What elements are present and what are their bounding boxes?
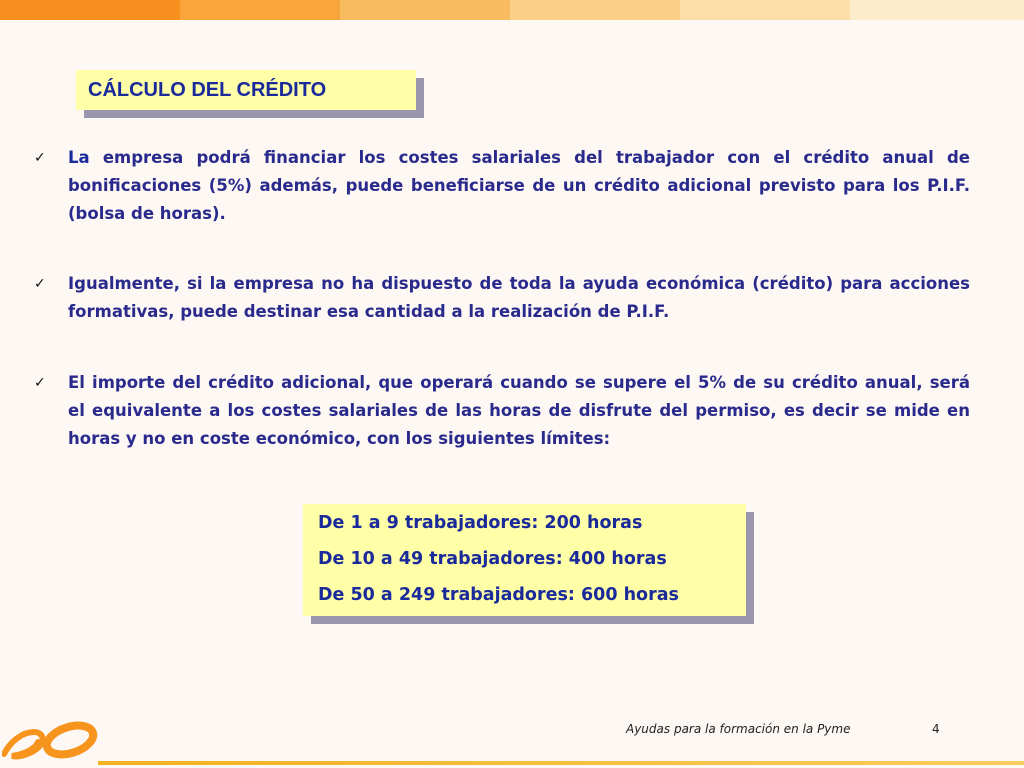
bullet-item-1: [34, 144, 970, 228]
bullet-text: [68, 270, 970, 326]
limits-box: [303, 504, 746, 616]
checkmark-icon: ✓: [34, 375, 46, 391]
foundation-logo-icon: [2, 718, 98, 764]
checkmark-icon: ✓: [34, 276, 46, 292]
bullet-text: [68, 369, 970, 453]
footer-divider: [98, 761, 1024, 765]
limits-callout: [303, 504, 746, 616]
bullet-lead: La: [68, 148, 90, 167]
limit-line: De 50 a 249 trabajadores: 600 horas: [318, 585, 679, 605]
bullet-body: empresa podrá financiar los costes salariales del trabajador con el crédito anual de bonificaciones (5%) además, puede beneficiarse de un crédito adicional previsto para los P.I.F. (bolsa de horas).: [68, 148, 970, 223]
limit-line: De 1 a 9 trabajadores: 200 horas: [318, 513, 643, 533]
limit-line: De 10 a 49 trabajadores: 400 horas: [318, 549, 667, 569]
bullet-item-2: [34, 270, 970, 326]
checkmark-icon: ✓: [34, 150, 46, 166]
top-gradient-bar: [0, 0, 1024, 20]
footer-caption: Ayudas para la formación en la Pyme: [626, 722, 851, 736]
bullet-text: [68, 144, 970, 228]
slide-title: [76, 70, 416, 110]
bullet-body: El importe del crédito adicional, que operará cuando se supere el 5% de su crédito anual, será el equivalente a los costes salariales de las horas de disfrute del permiso, es decir se mide en horas y no en coste económico, con los siguientes límites:: [68, 373, 970, 448]
bullet-body: Igualmente, si la empresa no ha dispuesto de toda la ayuda económica (crédito) para acciones formativas, puede destinar esa cantidad a la realización de P.I.F.: [68, 274, 970, 321]
title-text: CÁLCULO DEL CRÉDITO: [88, 78, 327, 101]
title-box: [76, 70, 416, 110]
page-number: 4: [932, 722, 940, 736]
bullet-item-3: [34, 369, 970, 453]
